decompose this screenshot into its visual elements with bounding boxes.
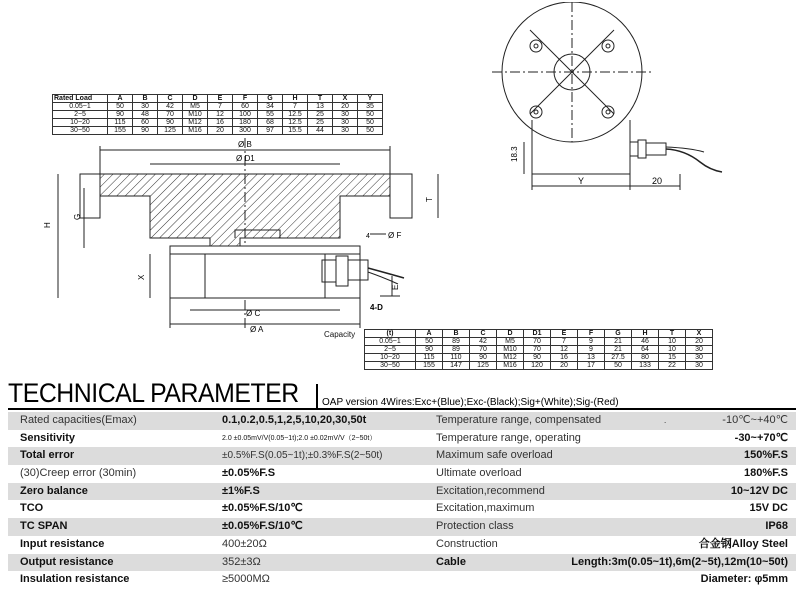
table-row [8,465,796,483]
table-cell: 68 [258,119,283,127]
table-cell: 60 [133,119,158,127]
table-cell: 155 [108,127,133,135]
table-row [365,346,713,354]
table-cell: 50 [605,362,632,370]
table-cell: E [208,95,233,103]
table-cell: 7 [551,338,578,346]
param-value: -10℃~+40℃ [722,414,788,426]
param-label: Protection class [436,520,514,533]
table-cell: 42 [158,103,183,111]
table-row [53,103,383,111]
table-cell: 133 [632,362,659,370]
table-cell: 13 [578,354,605,362]
param-label: Maximum safe overload [436,449,553,462]
table-cell: 12 [551,346,578,354]
param-label: (30)Creep error (30min) [20,467,137,480]
dimension-table-bottom [364,329,713,370]
table-cell: 50 [358,111,383,119]
table-cell: 30 [333,127,358,135]
param-value: 180%F.S [743,467,788,480]
table-cell: 60 [233,103,258,111]
table-cell: G [258,95,283,103]
table-cell: 30 [686,346,713,354]
table-cell: 16 [551,354,578,362]
table-cell: M5 [183,103,208,111]
table-cell: 125 [470,362,497,370]
dim-label-h: H [43,222,52,228]
table-cell: T [308,95,333,103]
table-cell: 0.05~1 [365,338,416,346]
table-cell: 9 [578,346,605,354]
param-label: Excitation,maximum [436,502,535,515]
table-row [365,362,713,370]
table-cell: G [605,330,632,338]
param-label: Total error [20,449,75,462]
table-cell: A [108,95,133,103]
table-cell: C [470,330,497,338]
table-cell: F [578,330,605,338]
param-value: 352±3Ω [222,555,261,568]
table-cell: 30~50 [365,362,416,370]
table-cell: 25 [308,119,333,127]
dim-label-y: Y [578,176,585,186]
table-cell: 34 [258,103,283,111]
param-value: Length:3m(0.05~1t),6m(2~5t),12m(10~50t) [571,555,788,568]
table-cell: M12 [183,119,208,127]
param-value: ≥5000MΩ [222,573,270,586]
table-cell: 115 [416,354,443,362]
table-row [8,447,796,465]
dim-label-x: X [137,274,146,280]
table-cell: 21 [605,338,632,346]
dim-label-4d: 4-D [370,303,383,312]
table-cell: D [183,95,208,103]
param-value: 0.1,0.2,0.5,1,2,5,10,20,30,50t [222,414,367,426]
table-cell: 90 [416,346,443,354]
table-cell: Rated Load [53,95,108,103]
table-cell: X [333,95,358,103]
table-cell: 64 [632,346,659,354]
param-value: 400±20Ω [222,537,267,550]
dim-label-4: 4 [366,233,370,240]
param-value: IP68 [765,520,788,533]
dim-label-phi-a: Ø A [250,325,264,334]
table-cell: 90 [470,354,497,362]
table-cell: 90 [133,127,158,135]
param-label: Temperature range, operating [436,431,581,444]
table-row [8,554,796,572]
table-cell: 12 [208,111,233,119]
table-cell: 7 [283,103,308,111]
table-cell: D [497,330,524,338]
dim-label-20: 20 [652,176,663,186]
table-cell: 42 [470,338,497,346]
table-cell: E [551,330,578,338]
table-cell: 10~20 [365,354,416,362]
table-cell: B [443,330,470,338]
table-cell: 90 [158,119,183,127]
param-value: Diameter: φ5mm [700,573,788,586]
table-cell: 9 [578,338,605,346]
table-cell: (t) [365,330,416,338]
table-cell: 89 [443,346,470,354]
table-cell: 70 [470,346,497,354]
param-value: 2.0 ±0.05mV/V(0.05~1t);2.0 ±0.02mV/V（2~50t） [222,434,377,442]
param-value: ±0.05%F.S/10℃ [222,520,303,533]
table-cell: 10~20 [53,119,108,127]
dim-label-phi-b: Ø B [238,140,252,149]
table-cell: 22 [659,362,686,370]
table-header-row [53,95,383,103]
table-header-row [365,330,713,338]
table-cell: 125 [158,127,183,135]
table-row [365,354,713,362]
table-cell: 16 [208,119,233,127]
dim-label-18-3: 18.3 [510,146,519,162]
table-cell: 15.5 [283,127,308,135]
table-cell: 50 [416,338,443,346]
param-label: Temperature range, compensated [436,414,602,426]
table-cell: 110 [443,354,470,362]
table-cell: 30 [686,354,713,362]
table-cell: 300 [233,127,258,135]
table-cell: 13 [308,103,333,111]
table-cell: 180 [233,119,258,127]
param-label: Ultimate overload [436,467,522,480]
table-cell: 70 [524,338,551,346]
table-cell: X [686,330,713,338]
table-row [53,119,383,127]
table-cell: 7 [208,103,233,111]
parameter-table [8,412,796,589]
table-cell: M12 [497,354,524,362]
table-cell: F [233,95,258,103]
param-label: Construction [436,537,498,550]
table-cell: M5 [497,338,524,346]
param-value: -30~+70℃ [734,431,788,444]
param-label: Insulation resistance [20,573,130,586]
table-cell: C [158,95,183,103]
param-label: Sensitivity [20,431,76,444]
table-cell: 48 [133,111,158,119]
capacity-label: Capacity [324,330,356,339]
table-cell: 20 [333,103,358,111]
table-cell: 30~50 [53,127,108,135]
table-cell: 2~5 [53,111,108,119]
param-value: 合金钢Alloy Steel [698,537,788,550]
wiring-note: OAP version 4Wires:Exc+(Blue);Exc-(Black);Sig+(White);Sig-(Red) [322,397,619,408]
table-cell: T [659,330,686,338]
param-label: Zero balance [20,484,88,497]
section-title: TECHNICAL PARAMETER [8,378,299,408]
table-cell: 20 [686,338,713,346]
table-cell: 50 [358,119,383,127]
table-cell: 30 [333,111,358,119]
table-cell: 155 [416,362,443,370]
table-cell: 90 [524,354,551,362]
table-row [365,338,713,346]
param-value: ±1%F.S [222,484,260,497]
table-cell: 15 [659,354,686,362]
param-value: ±0.05%F.S/10℃ [222,502,303,515]
table-cell: 17 [578,362,605,370]
table-cell: 30 [133,103,158,111]
table-cell: Y [358,95,383,103]
table-cell: 12.5 [283,111,308,119]
dim-label-g: G [73,213,82,220]
param-label: TCO [20,502,44,515]
param-label: Rated capacities(Emax) [20,414,137,426]
table-row [8,412,796,430]
title-separator [316,384,318,408]
table-cell: 97 [258,127,283,135]
table-cell: H [632,330,659,338]
param-dot: . [664,416,667,425]
table-cell: 20 [208,127,233,135]
dim-label-phi-c: Ø C [246,309,261,318]
param-value: 150%F.S [743,449,788,462]
section-rule [8,408,796,410]
dim-label-e: E [391,284,400,290]
table-cell: 120 [524,362,551,370]
table-cell: M10 [497,346,524,354]
table-cell: 30 [686,362,713,370]
table-cell: M16 [183,127,208,135]
table-cell: B [133,95,158,103]
plan-view-drawing [490,2,800,197]
table-cell: 46 [632,338,659,346]
table-cell: 90 [108,111,133,119]
table-cell: 50 [108,103,133,111]
table-cell: 100 [233,111,258,119]
param-label: Output resistance [20,555,114,568]
table-row [8,518,796,536]
param-label: Excitation,recommend [436,484,545,497]
table-cell: M10 [183,111,208,119]
param-value: ±0.5%F.S(0.05~1t);±0.3%F.S(2~50t) [222,450,383,462]
table-cell: 0.05~1 [53,103,108,111]
table-cell: 35 [358,103,383,111]
section-view-drawing [40,128,480,340]
dim-label-t: T [425,197,434,202]
table-cell: 10 [659,338,686,346]
dim-label-phi-d1: Ø D1 [236,154,255,163]
table-row [8,430,796,448]
table-cell: 30 [333,119,358,127]
table-cell: 27.5 [605,354,632,362]
table-cell: 25 [308,111,333,119]
param-label: Cable [436,555,466,568]
table-row [8,500,796,518]
table-row [8,536,796,554]
param-value: 15V DC [749,502,788,515]
table-cell: A [416,330,443,338]
table-cell: 70 [524,346,551,354]
param-label: TC SPAN [20,520,68,533]
table-cell: 12.5 [283,119,308,127]
table-cell: 2~5 [365,346,416,354]
table-cell: 10 [659,346,686,354]
table-cell: 70 [158,111,183,119]
table-cell: 21 [605,346,632,354]
table-cell: 147 [443,362,470,370]
table-row [8,483,796,501]
table-cell: 50 [358,127,383,135]
table-cell: 55 [258,111,283,119]
table-cell: 20 [551,362,578,370]
table-row [8,571,796,589]
table-cell: H [283,95,308,103]
table-cell: D1 [524,330,551,338]
table-cell: 44 [308,127,333,135]
param-label: Input resistance [20,537,105,550]
param-value: 10~12V DC [730,484,788,497]
table-cell: M16 [497,362,524,370]
table-cell: 89 [443,338,470,346]
table-cell: 80 [632,354,659,362]
table-cell: 115 [108,119,133,127]
dim-label-phi-f: Ø F [388,231,402,240]
param-value: ±0.05%F.S [222,467,276,480]
table-row [53,111,383,119]
